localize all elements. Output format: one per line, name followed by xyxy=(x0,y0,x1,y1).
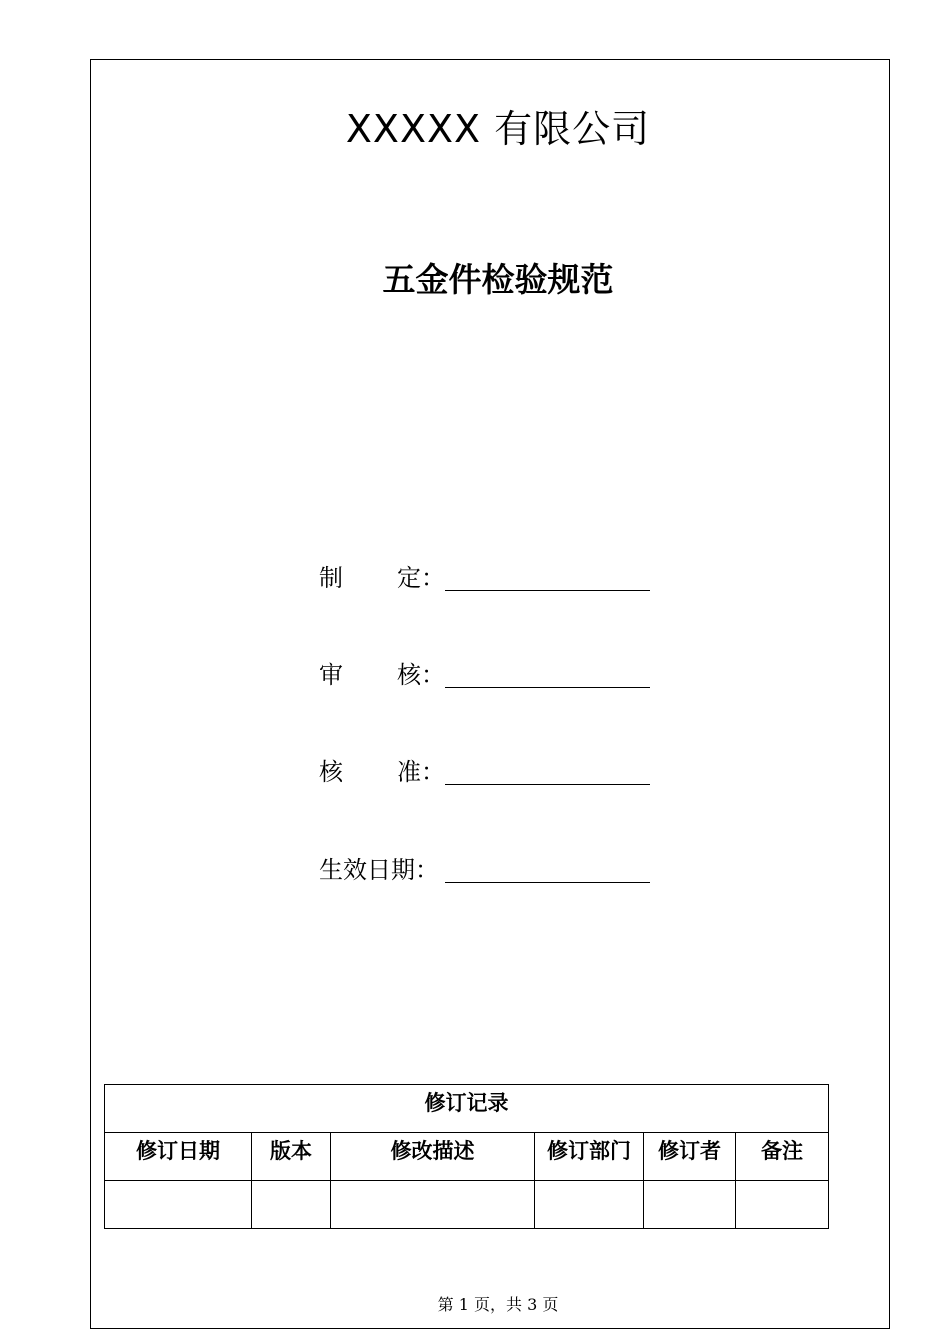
table-cell[interactable] xyxy=(331,1181,535,1229)
table-cell[interactable] xyxy=(252,1181,331,1229)
signature-row-effective-date xyxy=(319,845,650,885)
signature-field-approved[interactable] xyxy=(445,760,650,785)
column-header-revision-date: 修订日期 xyxy=(105,1133,252,1181)
revision-table xyxy=(104,1084,829,1229)
signature-row-approved xyxy=(319,747,650,787)
column-header-department: 修订部门 xyxy=(535,1133,644,1181)
document-title: 五金件检验规范 xyxy=(382,260,614,299)
signature-label: 制 定： xyxy=(319,564,445,592)
company-name: XXXXX 有限公司 xyxy=(345,107,651,151)
table-caption-row xyxy=(105,1085,829,1133)
table-caption: 修订记录 xyxy=(105,1085,829,1133)
signature-field-prepared[interactable] xyxy=(445,566,650,591)
table-cell[interactable] xyxy=(105,1181,252,1229)
page-footer: 第 1 页，共 3 页 xyxy=(437,1295,559,1314)
column-header-remarks: 备注 xyxy=(736,1133,829,1181)
column-header-description: 修改描述 xyxy=(331,1133,535,1181)
signature-field-reviewed[interactable] xyxy=(445,663,650,688)
signature-label: 审 核： xyxy=(319,661,445,689)
column-header-reviser: 修订者 xyxy=(644,1133,736,1181)
signature-row-reviewed xyxy=(319,650,650,690)
table-cell[interactable] xyxy=(644,1181,736,1229)
signature-label: 生效日期： xyxy=(319,856,439,884)
table-cell[interactable] xyxy=(535,1181,644,1229)
table-cell[interactable] xyxy=(736,1181,829,1229)
table-header-row xyxy=(105,1133,829,1181)
effective-date-field[interactable] xyxy=(445,858,650,883)
signature-row-prepared xyxy=(319,553,650,593)
signature-label: 核 准： xyxy=(319,758,445,786)
column-header-version: 版本 xyxy=(252,1133,331,1181)
table-row xyxy=(105,1181,829,1229)
